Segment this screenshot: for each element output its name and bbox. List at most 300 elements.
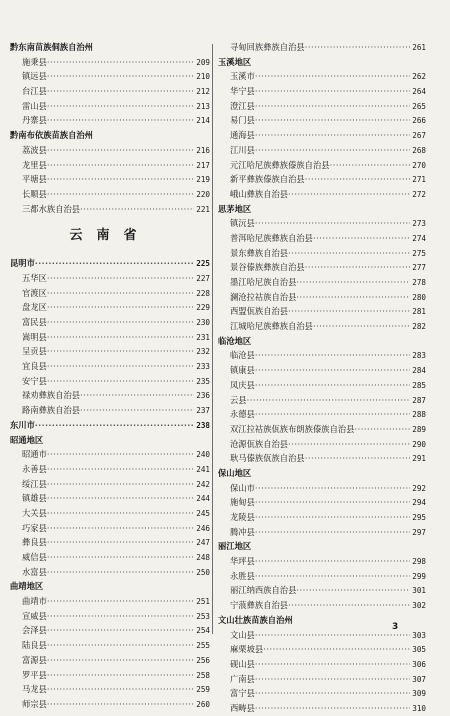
toc-page-number: 297: [412, 527, 426, 537]
toc-page-number: 270: [412, 160, 426, 170]
toc-entry-name: 腾冲县: [230, 526, 255, 537]
toc-entry-name: 通海县: [230, 130, 255, 141]
toc-entry-name: 墨江哈尼族自治县: [230, 277, 297, 287]
toc-page-number: 306: [412, 659, 426, 669]
toc-entry-name: 安宁县: [22, 375, 47, 386]
leader-dots: [255, 672, 410, 687]
toc-entry-name: 临沧地区: [218, 335, 252, 346]
leader-dots: [255, 363, 410, 378]
toc-page-number: 309: [412, 689, 426, 699]
toc-entry-name: 云县: [230, 394, 247, 405]
leader-dots: [47, 623, 194, 638]
toc-entry-name: 镇沅县: [230, 218, 255, 229]
toc-page-number: 294: [412, 498, 426, 508]
toc-page-number: 305: [412, 645, 426, 655]
leader-dots: [47, 330, 194, 345]
toc-page-number: 265: [412, 101, 426, 111]
toc-entry-name: 镇远县: [22, 71, 47, 82]
leader-dots: [47, 143, 194, 158]
toc-entry-name: 五华区: [22, 272, 47, 283]
toc-entry-name: 保山市: [230, 482, 255, 493]
toc-entry-name: 江川县: [230, 144, 255, 155]
toc-page-number: 246: [196, 523, 210, 533]
toc-entry: [218, 598, 426, 613]
toc-page-number: 291: [412, 454, 426, 464]
toc-page-number: 217: [196, 160, 210, 170]
toc-heading: [218, 539, 426, 554]
leader-dots: [47, 315, 194, 330]
toc-entry: [218, 569, 426, 584]
toc-entry-name: 丽江纳西族自治县: [230, 585, 297, 596]
toc-page-number: 254: [196, 626, 210, 636]
toc-entry-name: 镇雄县: [22, 493, 47, 504]
toc-entry-name: 文山县: [230, 629, 255, 640]
toc-entry: [218, 216, 426, 231]
toc-entry-name: 峨山彝族自治县: [230, 188, 289, 199]
toc-entry-name: 普洱哈尼族彝族自治县: [230, 232, 313, 243]
toc-entry: [10, 187, 210, 202]
right-list: [218, 40, 426, 716]
toc-entry-name: 文山壮族苗族自治州: [218, 614, 293, 625]
leader-dots: [255, 113, 410, 128]
leader-dots: [296, 583, 410, 598]
leader-dots: [47, 594, 194, 609]
toc-entry: [218, 554, 426, 569]
toc-page-number: 273: [412, 219, 426, 229]
column-divider: [212, 44, 213, 634]
leader-dots: [47, 491, 194, 506]
leader-dots: [255, 525, 410, 540]
toc-entry: [10, 143, 210, 158]
toc-page-number: 283: [412, 351, 426, 361]
toc-entry: [10, 172, 210, 187]
toc-entry: [218, 701, 426, 716]
toc-entry: [10, 462, 210, 477]
toc-page-number: 253: [196, 611, 210, 621]
toc-entry-name: 澄江县: [230, 100, 255, 111]
toc-page-number: 238: [196, 420, 210, 430]
toc-page-number: 271: [412, 175, 426, 185]
right-column: [218, 40, 426, 716]
toc-entry: [218, 172, 426, 187]
leader-dots: [288, 437, 410, 452]
toc-entry-name: 临沧县: [230, 350, 255, 361]
leader-dots: [255, 657, 410, 672]
leader-dots: [47, 682, 194, 697]
leader-dots: [47, 172, 194, 187]
toc-entry: [218, 481, 426, 496]
toc-entry-name: 彝良县: [22, 537, 47, 548]
leader-dots: [47, 158, 194, 173]
toc-entry: [10, 344, 210, 359]
toc-page-number: 282: [412, 322, 426, 332]
toc-page-number: 264: [412, 87, 426, 97]
toc-entry: [10, 330, 210, 345]
toc-page-number: 284: [412, 366, 426, 376]
toc-page-number: 250: [196, 567, 210, 577]
toc-entry: [218, 113, 426, 128]
toc-entry: [218, 583, 426, 598]
toc-entry: [10, 638, 210, 653]
toc-page-number: 288: [412, 410, 426, 420]
toc-entry: [218, 319, 426, 334]
toc-page-number: 248: [196, 553, 210, 562]
toc-page-number: 292: [412, 483, 426, 493]
toc-entry-name: 曲靖市: [22, 596, 47, 607]
toc-page-number: 247: [196, 538, 210, 548]
toc-page-number: 272: [412, 189, 426, 199]
toc-page-number: 262: [412, 72, 426, 82]
toc-entry-name: 黔东南苗族侗族自治州: [10, 42, 93, 52]
leader-dots: [313, 231, 410, 246]
toc-page-number: 302: [412, 601, 426, 611]
toc-page-number: 216: [196, 145, 210, 155]
leader-dots: [47, 609, 194, 624]
toc-page-number: 301: [412, 586, 426, 596]
leader-dots: [305, 451, 411, 466]
toc-entry-name: 嵩明县: [22, 331, 47, 342]
toc-page-number: 259: [196, 685, 210, 695]
toc-page-number: 242: [196, 479, 210, 489]
toc-page-number: 274: [412, 233, 426, 243]
leader-dots: [255, 481, 410, 496]
toc-entry-name: 大关县: [22, 507, 47, 518]
toc-page-number: 307: [412, 674, 426, 684]
toc-entry-name: 路南彝族自治县: [22, 405, 81, 416]
toc-entry: [10, 682, 210, 697]
toc-entry: [10, 359, 210, 374]
leader-dots: [47, 374, 194, 389]
leader-dots: [255, 99, 410, 114]
toc-entry-name: 黔南布依族苗族自治州: [10, 130, 93, 141]
toc-entry: [218, 348, 426, 363]
toc-heading: [218, 334, 426, 349]
toc-page-number: 260: [196, 699, 210, 709]
toc-page-number: 251: [196, 597, 210, 607]
leader-dots: [255, 216, 410, 231]
leader-dots: [305, 172, 411, 187]
toc-entry-name: 威信县: [22, 552, 47, 562]
toc-page-number: 229: [196, 303, 210, 313]
toc-page-number: 268: [412, 145, 426, 155]
toc-entry-name: 华宁县: [230, 86, 255, 97]
toc-entry-name: 绥江县: [22, 478, 47, 489]
toc-entry-name: 雷山县: [22, 100, 47, 111]
left-bottom-list: [10, 256, 210, 711]
toc-page-number: 278: [412, 278, 426, 287]
toc-entry-name: 澜沧拉祜族自治县: [230, 291, 297, 302]
toc-page-number: 287: [412, 395, 426, 405]
leader-dots: [255, 569, 410, 584]
toc-heading: [10, 256, 210, 271]
leader-dots: [47, 113, 194, 128]
toc-entry-name: 丽江地区: [218, 541, 252, 552]
toc-entry-name: 昭通地区: [10, 434, 44, 445]
toc-entry: [10, 535, 210, 550]
toc-entry: [10, 99, 210, 114]
leader-dots: [47, 550, 194, 565]
toc-page-number: 232: [196, 347, 210, 357]
toc-page-number: 258: [196, 670, 210, 680]
leader-dots: [47, 359, 194, 374]
leader-dots: [47, 638, 194, 653]
toc-page-number: 219: [196, 175, 210, 185]
toc-entry-name: 禄劝彝族自治县: [22, 390, 81, 401]
leader-dots: [47, 286, 194, 301]
toc-entry: [10, 565, 210, 580]
toc-entry-name: 玉溪地区: [218, 56, 252, 67]
toc-entry: [10, 521, 210, 536]
toc-entry-name: 保山地区: [218, 467, 252, 478]
toc-entry-name: 台江县: [22, 86, 47, 97]
toc-page-number: 298: [412, 557, 426, 567]
leader-dots: [296, 275, 410, 290]
toc-entry-name: 华坪县: [230, 556, 255, 567]
toc-entry: [10, 300, 210, 315]
leader-dots: [47, 187, 194, 202]
leader-dots: [80, 388, 194, 403]
toc-entry-name: 盘龙区: [22, 302, 47, 313]
toc-page-number: 210: [196, 72, 210, 82]
toc-entry: [218, 437, 426, 452]
toc-entry-name: 昆明市: [10, 258, 35, 269]
toc-entry: [10, 609, 210, 624]
toc-entry: [218, 69, 426, 84]
left-top-list: [10, 40, 210, 216]
toc-entry: [10, 653, 210, 668]
toc-entry: [10, 286, 210, 301]
toc-entry-name: 巧家县: [22, 522, 47, 533]
leader-dots: [255, 84, 410, 99]
toc-entry: [218, 451, 426, 466]
toc-entry-name: 思茅地区: [218, 203, 252, 214]
toc-page-number: 285: [412, 380, 426, 390]
leader-dots: [47, 271, 194, 286]
leader-dots: [47, 477, 194, 492]
toc-entry-name: 曲靖地区: [10, 581, 44, 592]
toc-page-number: 231: [196, 332, 210, 342]
leader-dots: [255, 495, 410, 510]
toc-entry-name: 丹寨县: [22, 115, 47, 126]
toc-entry: [10, 55, 210, 70]
toc-entry-name: 师宗县: [22, 698, 47, 709]
leader-dots: [255, 686, 410, 701]
toc-entry-name: 景谷傣族彝族自治县: [230, 262, 305, 273]
toc-entry-name: 马龙县: [22, 684, 47, 695]
toc-entry-name: 江城哈尼族彝族自治县: [230, 321, 313, 332]
toc-entry: [10, 491, 210, 506]
leader-dots: [47, 653, 194, 668]
leader-dots: [288, 598, 410, 613]
leader-dots: [255, 628, 410, 643]
toc-entry-name: 砚山县: [230, 658, 255, 669]
toc-entry: [10, 668, 210, 683]
toc-entry-name: 麻栗坡县: [230, 644, 264, 655]
toc-page-number: 237: [196, 406, 210, 416]
leader-dots: [47, 99, 194, 114]
leader-dots: [255, 554, 410, 569]
toc-page-number: 267: [412, 131, 426, 141]
toc-entry: [10, 506, 210, 521]
toc-entry-name: 龙陵县: [230, 512, 255, 522]
toc-entry-name: 景东彝族自治县: [230, 247, 289, 258]
toc-page-number: 209: [196, 57, 210, 67]
toc-page-number: 221: [196, 204, 210, 214]
toc-entry: [10, 315, 210, 330]
toc-page-number: 212: [196, 87, 210, 97]
leader-dots: [288, 246, 410, 261]
toc-page-number: 214: [196, 116, 210, 126]
toc-entry-name: 呈贡县: [22, 346, 47, 357]
leader-dots: [255, 143, 410, 158]
toc-entry-name: 宣威县: [22, 610, 47, 621]
toc-entry: [10, 374, 210, 389]
toc-entry-name: 宜良县: [22, 361, 47, 372]
toc-entry: [10, 623, 210, 638]
toc-page-number: 290: [412, 439, 426, 449]
toc-page-number: 255: [196, 641, 210, 651]
toc-page-number: 299: [412, 571, 426, 581]
leader-dots: [47, 462, 194, 477]
toc-page-number: 280: [412, 292, 426, 302]
leader-dots: [354, 422, 410, 437]
leader-dots: [255, 407, 410, 422]
toc-page-number: 230: [196, 318, 210, 327]
toc-entry: [218, 158, 426, 173]
leader-dots: [47, 697, 194, 712]
toc-entry: [218, 275, 426, 290]
toc-entry-name: 耿马傣族佤族自治县: [230, 453, 305, 464]
toc-page-number: 233: [196, 362, 210, 372]
toc-entry: [218, 495, 426, 510]
toc-entry-name: 三都水族自治县: [22, 203, 81, 214]
toc-entry: [218, 187, 426, 202]
toc-entry-name: 玉溪市: [230, 71, 255, 82]
toc-page-number: 235: [196, 376, 210, 386]
toc-page-number: 241: [196, 464, 210, 474]
toc-entry: [10, 477, 210, 492]
toc-entry-name: 永善县: [22, 463, 47, 474]
leader-dots: [263, 642, 410, 657]
leader-dots: [255, 510, 410, 525]
toc-page-number: 261: [412, 43, 426, 52]
toc-entry-name: 施秉县: [22, 56, 47, 67]
leader-dots: [47, 535, 194, 550]
leader-dots: [47, 84, 194, 99]
toc-entry: [10, 550, 210, 565]
toc-heading: [10, 128, 210, 143]
toc-entry-name: 陆良县: [22, 640, 47, 651]
toc-entry-name: 昭通市: [22, 449, 47, 460]
toc-entry: [10, 271, 210, 286]
toc-entry-name: 荔波县: [22, 144, 47, 155]
toc-entry: [218, 231, 426, 246]
toc-entry: [10, 594, 210, 609]
toc-heading: [218, 202, 426, 217]
toc-heading: [218, 55, 426, 70]
leader-dots: [35, 418, 194, 433]
toc-entry: [10, 388, 210, 403]
toc-entry-name: 广南县: [230, 673, 255, 684]
toc-entry: [10, 403, 210, 418]
toc-page-number: 256: [196, 655, 210, 665]
toc-entry-name: 新平彝族傣族自治县: [230, 174, 305, 185]
leader-dots: [47, 55, 194, 70]
toc-entry-name: 长顺县: [22, 188, 47, 199]
toc-entry-name: 富宁县: [230, 688, 255, 699]
leader-dots: [47, 565, 194, 580]
toc-heading: [10, 433, 210, 448]
leader-dots: [255, 69, 410, 84]
toc-heading: [218, 466, 426, 481]
toc-entry-name: 凤庆县: [230, 379, 255, 390]
leader-dots: [255, 348, 410, 363]
leader-dots: [305, 40, 411, 55]
toc-entry: [218, 393, 426, 408]
leader-dots: [305, 260, 411, 275]
toc-entry-name: 双江拉祜族佤族布朗族傣族自治县: [230, 423, 355, 434]
toc-entry: [218, 407, 426, 422]
leader-dots: [47, 521, 194, 536]
toc-entry-name: 镇康县: [230, 365, 255, 376]
leader-dots: [288, 187, 410, 202]
toc-heading: [10, 579, 210, 594]
leader-dots: [247, 393, 411, 408]
toc-entry-name: 官渡区: [22, 287, 47, 298]
toc-entry-name: 西盟佤族自治县: [230, 306, 289, 317]
toc-entry: [10, 113, 210, 128]
toc-entry: [10, 202, 210, 217]
toc-page-number: 220: [196, 189, 210, 199]
toc-page-number: 281: [412, 307, 426, 317]
toc-page-number: 289: [412, 424, 426, 434]
leader-dots: [47, 447, 194, 462]
toc-page-number: 310: [412, 703, 426, 713]
leader-dots: [255, 701, 410, 716]
toc-entry-name: 元江哈尼族彝族傣族自治县: [230, 159, 330, 170]
toc-page-number: 240: [196, 450, 210, 460]
toc-entry: [218, 686, 426, 701]
toc-entry: [10, 158, 210, 173]
toc-entry-name: 平塘县: [22, 174, 47, 185]
toc-entry-name: 东川市: [10, 419, 35, 430]
toc-page-number: 303: [412, 630, 426, 640]
leader-dots: [313, 319, 410, 334]
toc-entry: [218, 143, 426, 158]
leader-dots: [255, 128, 410, 143]
toc-page-number: 236: [196, 391, 210, 401]
toc-entry: [218, 84, 426, 99]
toc-entry: [218, 246, 426, 261]
leader-dots: [35, 256, 194, 271]
toc-entry-name: 永德县: [230, 409, 255, 420]
toc-entry: [10, 447, 210, 462]
toc-entry: [218, 525, 426, 540]
toc-entry-name: 宁蒗彝族自治县: [230, 600, 289, 611]
leader-dots: [288, 304, 410, 319]
toc-page-number: 277: [412, 263, 426, 273]
leader-dots: [47, 300, 194, 315]
toc-entry: [10, 84, 210, 99]
toc-entry-name: 龙里县: [22, 159, 47, 170]
toc-entry-name: 富民县: [22, 317, 47, 327]
leader-dots: [47, 668, 194, 683]
toc-entry: [218, 99, 426, 114]
leader-dots: [296, 290, 410, 305]
leader-dots: [330, 158, 411, 173]
toc-entry: [218, 290, 426, 305]
toc-page-number: 213: [196, 101, 210, 111]
